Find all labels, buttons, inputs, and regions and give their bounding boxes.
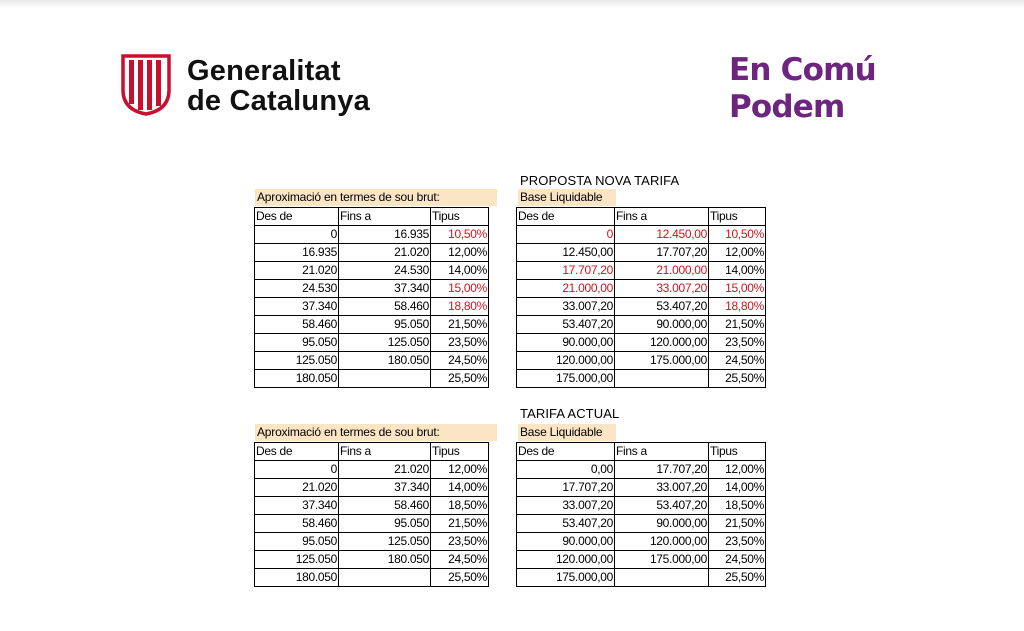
generalitat-logo [119,54,370,116]
cell-rate: 10,50% [709,226,766,244]
cell-rate: 15,00% [709,280,766,298]
table-row [517,461,766,479]
cell-rate: 24,50% [709,551,766,569]
table-row [517,569,766,587]
cell-to: 58.460 [339,298,431,316]
column-header: Tipus [709,443,766,461]
cell-from: 17.707,20 [517,479,615,497]
current-gross-table [254,442,489,587]
cell-to: 24.530 [339,262,431,280]
current-title: TARIFA ACTUAL [520,406,620,421]
cell-to: 21.020 [339,461,431,479]
en-comu-podem-logo [729,52,876,126]
table-row [255,298,489,316]
cell-to [339,569,431,587]
table-row [517,370,766,388]
table-row [255,569,489,587]
table-row [517,551,766,569]
table-row [255,497,489,515]
cell-rate: 23,50% [431,533,489,551]
cell-from: 120.000,00 [517,551,615,569]
table-row [255,533,489,551]
table-header-row [255,208,489,226]
cell-rate: 25,50% [431,569,489,587]
cell-from: 0 [255,226,339,244]
cell-from: 120.000,00 [517,352,615,370]
cell-to: 33.007,20 [615,280,709,298]
table-row [255,316,489,334]
cell-from: 90.000,00 [517,334,615,352]
ecp-line1: En Comú [729,52,876,88]
proposal-gross-label: Aproximació en termes de sou brut: [255,189,497,206]
cell-from: 0,00 [517,461,615,479]
table-row [517,316,766,334]
table-row [255,280,489,298]
current-gross-label: Aproximació en termes de sou brut: [255,424,497,441]
table-row [255,479,489,497]
cell-from: 37.340 [255,497,339,515]
table-row [517,533,766,551]
cell-to: 53.407,20 [615,298,709,316]
cell-rate: 21,50% [709,316,766,334]
cell-rate: 12,00% [431,244,489,262]
table-row [255,226,489,244]
cell-rate: 12,00% [709,244,766,262]
column-header: Des de [517,443,615,461]
cell-to: 95.050 [339,515,431,533]
cell-rate: 25,50% [431,370,489,388]
cell-rate: 14,00% [431,479,489,497]
proposal-base-label: Base Liquidable [518,189,616,206]
table-row [517,280,766,298]
column-header: Tipus [431,208,489,226]
table-row [517,352,766,370]
current-base-label: Base Liquidable [518,424,616,441]
proposal-gross-table [254,207,489,388]
column-header: Fins a [615,208,709,226]
cell-rate: 18,50% [431,497,489,515]
cell-to: 90.000,00 [615,316,709,334]
table-header-row [255,443,489,461]
cell-to: 175.000,00 [615,352,709,370]
cell-from: 53.407,20 [517,316,615,334]
generalitat-line2: de Catalunya [187,85,370,117]
cell-to: 120.000,00 [615,334,709,352]
table-row [255,515,489,533]
table-row [517,479,766,497]
table-header-row [517,208,766,226]
generalitat-seal-icon [119,54,173,116]
cell-from: 17.707,20 [517,262,615,280]
cell-rate: 12,00% [709,461,766,479]
table-row [255,334,489,352]
cell-from: 180.050 [255,370,339,388]
cell-rate: 23,50% [709,533,766,551]
cell-to: 33.007,20 [615,479,709,497]
table-row [255,262,489,280]
cell-to: 53.407,20 [615,497,709,515]
cell-to: 125.050 [339,334,431,352]
proposal-base-table [516,207,766,388]
cell-from: 180.050 [255,569,339,587]
cell-from: 95.050 [255,533,339,551]
cell-rate: 14,00% [709,479,766,497]
cell-to: 37.340 [339,479,431,497]
cell-rate: 18,80% [709,298,766,316]
cell-to: 180.050 [339,352,431,370]
current-base-table [516,442,766,587]
cell-from: 37.340 [255,298,339,316]
cell-to: 95.050 [339,316,431,334]
page-top-shade [0,0,1024,8]
table-row [517,226,766,244]
table-row [517,298,766,316]
column-header: Des de [255,208,339,226]
cell-to: 21.020 [339,244,431,262]
cell-rate: 24,50% [431,551,489,569]
cell-rate: 18,80% [431,298,489,316]
cell-from: 175.000,00 [517,370,615,388]
cell-from: 125.050 [255,352,339,370]
table-row [517,497,766,515]
cell-rate: 25,50% [709,370,766,388]
cell-to [615,370,709,388]
cell-to: 12.450,00 [615,226,709,244]
cell-rate: 21,50% [431,316,489,334]
cell-from: 175.000,00 [517,569,615,587]
ecp-line2: Podem [729,89,845,125]
cell-to: 58.460 [339,497,431,515]
column-header: Fins a [615,443,709,461]
cell-rate: 12,00% [431,461,489,479]
cell-rate: 18,50% [709,497,766,515]
table-row [255,370,489,388]
cell-to: 16.935 [339,226,431,244]
column-header: Fins a [339,443,431,461]
table-row [517,244,766,262]
cell-rate: 23,50% [431,334,489,352]
cell-from: 24.530 [255,280,339,298]
proposal-title: PROPOSTA NOVA TARIFA [520,173,680,188]
cell-rate: 24,50% [431,352,489,370]
cell-rate: 21,50% [709,515,766,533]
table-row [255,244,489,262]
cell-to: 17.707,20 [615,244,709,262]
cell-from: 125.050 [255,551,339,569]
table-row [255,551,489,569]
cell-to: 125.050 [339,533,431,551]
cell-rate: 21,50% [431,515,489,533]
table-header-row [517,443,766,461]
cell-rate: 10,50% [431,226,489,244]
cell-to: 120.000,00 [615,533,709,551]
table-row [255,461,489,479]
cell-from: 12.450,00 [517,244,615,262]
cell-to [339,370,431,388]
cell-rate: 24,50% [709,352,766,370]
column-header: Tipus [709,208,766,226]
cell-to: 180.050 [339,551,431,569]
cell-rate: 14,00% [431,262,489,280]
cell-to: 90.000,00 [615,515,709,533]
column-header: Tipus [431,443,489,461]
cell-to: 17.707,20 [615,461,709,479]
cell-from: 33.007,20 [517,298,615,316]
cell-from: 58.460 [255,316,339,334]
table-row [517,262,766,280]
generalitat-line1: Generalitat [187,55,341,87]
column-header: Des de [255,443,339,461]
cell-from: 16.935 [255,244,339,262]
cell-from: 53.407,20 [517,515,615,533]
column-header: Fins a [339,208,431,226]
cell-rate: 25,50% [709,569,766,587]
cell-from: 0 [255,461,339,479]
cell-from: 90.000,00 [517,533,615,551]
cell-from: 0 [517,226,615,244]
cell-from: 21.000,00 [517,280,615,298]
generalitat-wordmark [187,56,370,116]
cell-rate: 23,50% [709,334,766,352]
cell-to: 37.340 [339,280,431,298]
table-row [517,334,766,352]
cell-from: 58.460 [255,515,339,533]
cell-rate: 14,00% [709,262,766,280]
table-row [517,515,766,533]
column-header: Des de [517,208,615,226]
table-row [255,352,489,370]
cell-to [615,569,709,587]
cell-to: 175.000,00 [615,551,709,569]
cell-from: 95.050 [255,334,339,352]
cell-from: 21.020 [255,479,339,497]
cell-rate: 15,00% [431,280,489,298]
cell-from: 33.007,20 [517,497,615,515]
cell-to: 21.000,00 [615,262,709,280]
cell-from: 21.020 [255,262,339,280]
